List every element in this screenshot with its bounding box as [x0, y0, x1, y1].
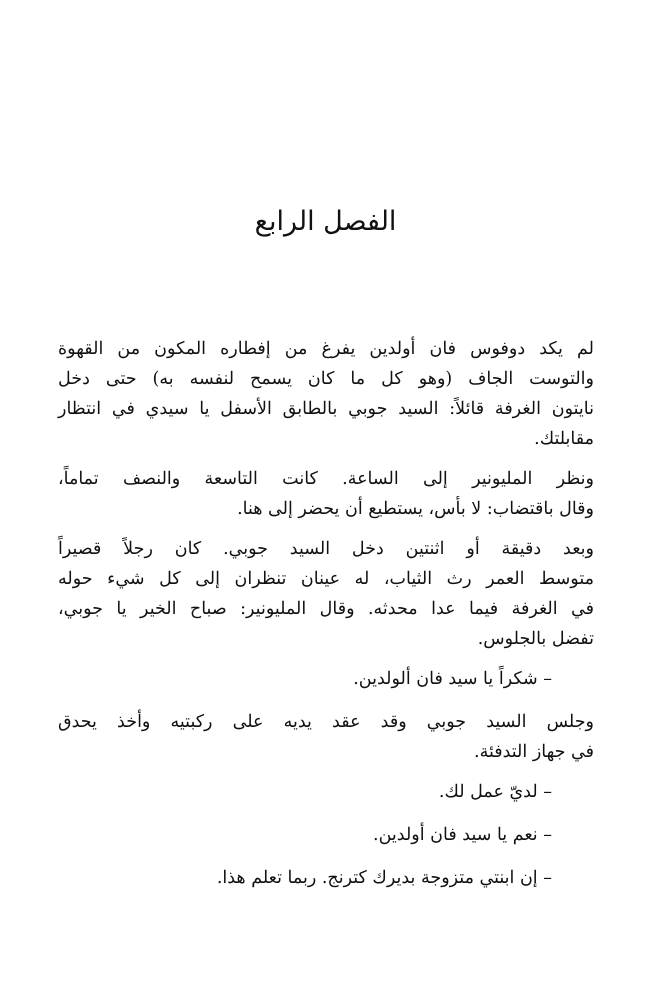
text-line: في الغرفة فيما عدا محدثه. وقال المليونير: صباح الخير يا جوبي، [58, 599, 594, 619]
text-line: والتوست الجاف (وهو كل ما كان يسمح لنفسه به) حتى دخل [58, 369, 594, 389]
text-line: متوسط العمر رث الثياب، له عينان تنظران إلى كل شيء حوله [58, 569, 594, 589]
text-line: وجلس السيد جوبي وقد عقد يديه على ركبتيه وأخذ يحدق [58, 712, 594, 732]
text-line: نايتون الغرفة قائلاً: السيد جوبي بالطابق الأسفل يا سيدي في انتظار [58, 399, 594, 419]
paragraph-4 [58, 707, 594, 767]
text-line: لم يكد دوفوس فان أولدين يفرغ من إفطاره المكون من القهوة [58, 339, 594, 359]
paragraph-3 [58, 534, 594, 654]
text-line: في جهاز التدفئة. [474, 742, 594, 762]
text-line: مقابلتك. [534, 429, 594, 449]
paragraph-1 [58, 334, 594, 454]
dialogue-line-1: – شكراً يا سيد فان ألولدين. [353, 669, 552, 689]
dialogue-line-2: – لديّ عمل لك. [438, 782, 552, 802]
text-line: وقال باقتضاب: لا بأس، يستطيع أن يحضر إلى هنا. [237, 499, 594, 519]
dialogue-line-3: – نعم يا سيد فان أولدين. [373, 825, 552, 845]
text-line: وبعد دقيقة أو اثنتين دخل السيد جوبي. كان رجلاً قصيراً [58, 539, 594, 559]
chapter-title: الفصل الرابع [254, 206, 397, 237]
text-line: تفضل بالجلوس. [477, 629, 594, 649]
body-text [58, 334, 594, 906]
paragraph-2 [58, 464, 594, 524]
dialogue-line-4: – إن ابنتي متزوجة بديرك كترنج. ربما تعلم هذا. [216, 868, 552, 888]
text-line: ونظر المليونير إلى الساعة. كانت التاسعة والنصف تماماً، [58, 469, 594, 489]
